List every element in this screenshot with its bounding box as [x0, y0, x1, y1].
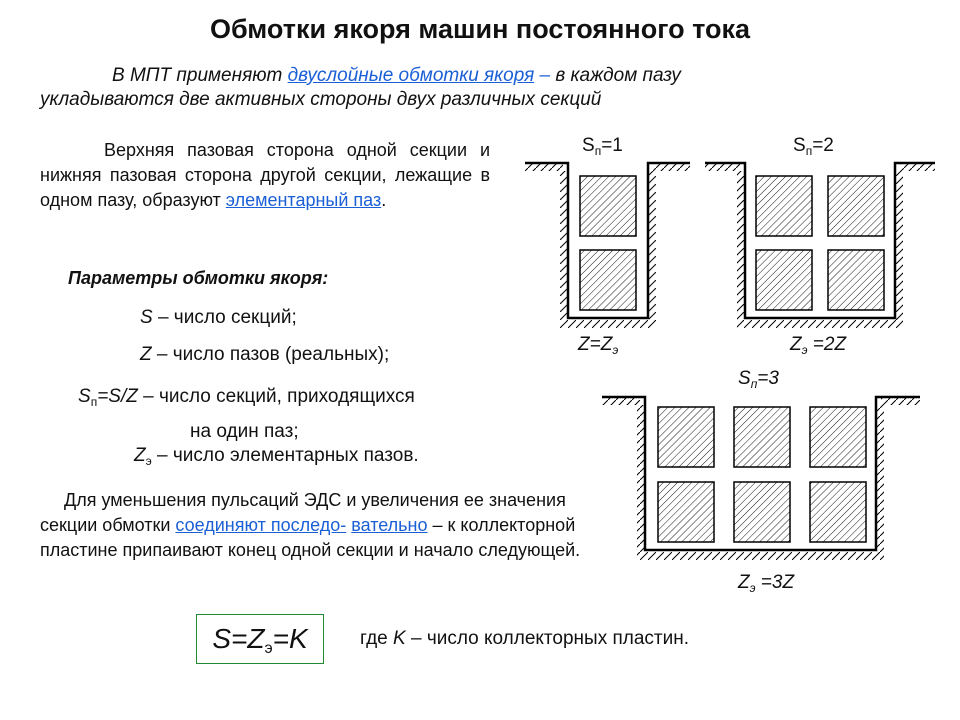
slot-diagram-1: [525, 163, 690, 328]
coil-side: [756, 250, 812, 310]
slot-diagram-2: [705, 163, 935, 328]
d2-top-label: $S_п=2$: [793, 135, 834, 158]
param-sn-line2: на один паз;: [190, 421, 299, 442]
param-z-symbol: Z: [140, 344, 152, 365]
coil-side: [756, 176, 812, 236]
coil-side: [810, 407, 866, 467]
param-ze-sub: э: [145, 454, 152, 468]
slot-diagram-3: [602, 397, 920, 560]
intro-rest: в каждом пазу: [555, 65, 681, 86]
coil-side: [658, 482, 714, 542]
param-sn-symbol: S: [78, 386, 91, 407]
d3-top-label: $S_п=3$: [738, 368, 779, 391]
para2-text1: Для уменьшения пульсаций ЭДС и увеличения ее значения секции обмотки: [40, 490, 566, 535]
params-heading: Параметры обмотки якоря:: [68, 268, 329, 288]
intro-prefix: В МПТ применяют: [112, 65, 288, 86]
d3-bottom-label: $Z_э =3Z$: [738, 572, 795, 595]
coil-side: [734, 482, 790, 542]
coil-side: [580, 250, 636, 310]
k-note-symbol: K: [393, 628, 406, 649]
d1-bottom-label: $Z=Z_э$: [578, 334, 619, 357]
param-s-symbol: S: [140, 307, 153, 328]
param-ze-symbol: Z: [134, 445, 146, 466]
k-note-text: – число коллекторных пластин.: [405, 628, 690, 649]
para2-text2: – к коллекторной пластине припаивают конец одной секции и начало следующей.: [40, 515, 581, 560]
intro-link-double-layer[interactable]: двуслойные обмотки якоря: [287, 65, 535, 86]
coil-side: [828, 176, 884, 236]
formula-sub: э: [264, 640, 273, 657]
coil-side: [828, 250, 884, 310]
coil-side: [810, 482, 866, 542]
coil-side: [734, 407, 790, 467]
elementary-slot-link[interactable]: элементарный паз: [225, 190, 382, 210]
param-sn-text: – число секций, приходящихся: [137, 386, 415, 407]
coil-side: [580, 176, 636, 236]
page-title: Обмотки якоря машин постоянного тока: [209, 14, 751, 44]
formula-s: S=Z: [212, 623, 265, 654]
param-sn-sub: п: [90, 395, 98, 409]
param-sn-eq: =S/Z: [97, 386, 138, 407]
d1-top-label: $S_п=1$: [582, 135, 623, 158]
series-link-part1[interactable]: соединяют последо-: [175, 515, 347, 535]
d2-bottom-label: $Z_э =2Z$: [790, 334, 847, 357]
coil-side: [658, 407, 714, 467]
intro-line2: укладываются две активных стороны двух различных секций: [40, 89, 602, 110]
series-link-part2[interactable]: вательно: [351, 515, 428, 535]
formula-k: =K: [272, 623, 308, 654]
para1-text: Верхняя пазовая сторона одной секции и нижняя пазовая сторона другой секции, лежащие в одном пазу, образуют: [40, 140, 490, 210]
param-ze-text: – число элементарных пазов.: [151, 445, 419, 466]
intro-dash: –: [534, 65, 556, 86]
param-s-text: – число секций;: [152, 307, 297, 328]
param-z-text: – число пазов (реальных);: [151, 344, 390, 365]
k-note-where: где: [360, 628, 394, 649]
para1-end: .: [381, 190, 387, 210]
